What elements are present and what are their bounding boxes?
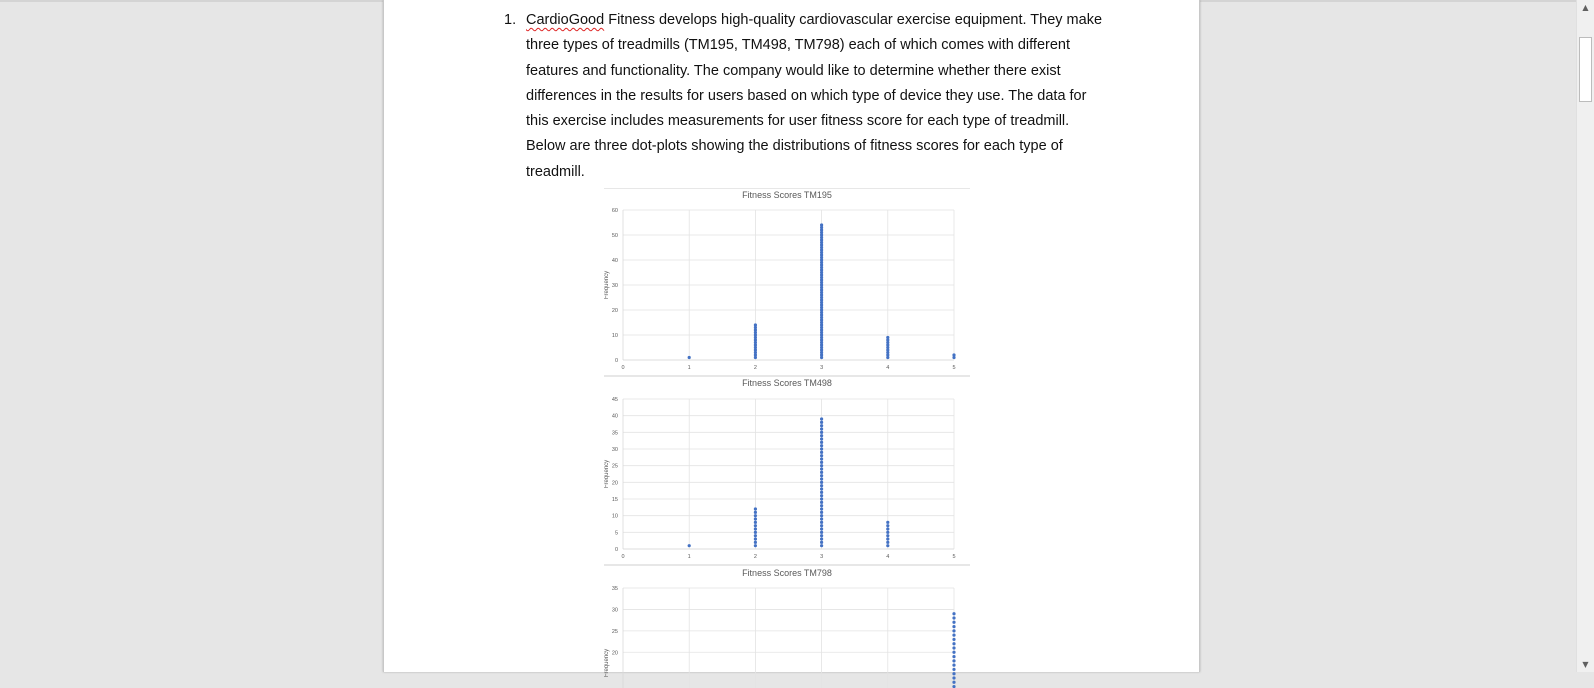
- data-dot: [820, 537, 823, 540]
- data-dot: [820, 457, 823, 460]
- data-dot: [820, 447, 823, 450]
- data-dot: [952, 668, 955, 671]
- dot-plot-2: [604, 376, 970, 560]
- x-tick-label: 1: [687, 365, 691, 371]
- data-dot: [754, 511, 757, 514]
- scroll-up-button[interactable]: [1577, 0, 1594, 15]
- data-dot: [820, 427, 823, 430]
- data-dot: [820, 541, 823, 544]
- x-tick-label: 3: [820, 365, 824, 371]
- data-dot: [820, 223, 823, 226]
- data-dot: [754, 534, 757, 537]
- data-dot: [820, 517, 823, 520]
- scroll-down-icon: ▼: [1582, 660, 1589, 669]
- data-dot: [820, 471, 823, 474]
- x-tick-label: 4: [886, 365, 890, 371]
- dot-plot-canvas: [604, 188, 978, 688]
- data-dot: [886, 527, 889, 530]
- data-dot: [688, 544, 691, 547]
- data-dot: [754, 514, 757, 517]
- x-tick-label: 5: [952, 554, 956, 560]
- data-dot: [820, 507, 823, 510]
- data-dot: [886, 534, 889, 537]
- data-dot: [820, 421, 823, 424]
- data-dot: [952, 638, 955, 641]
- data-dot: [820, 534, 823, 537]
- y-tick-label: 0: [614, 547, 618, 553]
- data-dot: [820, 514, 823, 517]
- data-dot: [952, 681, 955, 684]
- data-dot: [886, 537, 889, 540]
- data-dot: [820, 444, 823, 447]
- data-dot: [754, 537, 757, 540]
- data-dot: [820, 461, 823, 464]
- y-axis-label: Frequency: [604, 270, 610, 300]
- y-tick-label: 0: [614, 358, 618, 364]
- y-tick-label: 10: [611, 333, 618, 339]
- y-tick-label: 30: [611, 283, 618, 289]
- data-dot: [952, 621, 955, 624]
- y-tick-label: 10: [611, 513, 618, 520]
- scroll-thumb[interactable]: [1579, 37, 1592, 102]
- x-tick-label: 0: [621, 554, 625, 560]
- dot-plots: [604, 188, 978, 688]
- data-dot: [820, 491, 823, 494]
- data-dot: [952, 353, 955, 356]
- spellcheck-word[interactable]: CardioGood: [526, 12, 605, 28]
- data-dot: [886, 541, 889, 544]
- data-dot: [754, 521, 757, 524]
- data-dot: [886, 531, 889, 534]
- dot-plot-3: [604, 565, 970, 688]
- data-dot: [754, 524, 757, 527]
- y-axis-label: Frequency: [604, 459, 610, 489]
- dot-plot-1: [604, 188, 970, 371]
- data-dot: [820, 544, 823, 547]
- data-dot: [952, 655, 955, 658]
- data-dot: [820, 481, 823, 484]
- data-dot: [754, 541, 757, 544]
- question-body: Fitness develops high-quality cardiovascular exercise equipment. They make three types of treadmills (TM195, TM498, TM798) each of which comes with different features and functionality. The company would like to determine whether there exist differences in the results for users based on which type of device they use. The data for this exercise includes measurements for user fitness score for each type of treadmill. Below are three dot-plots showing the distributions of fitness scores for each type of treadmill.: [526, 12, 1103, 180]
- y-tick-label: 25: [611, 628, 618, 635]
- x-tick-label: 2: [753, 365, 757, 371]
- y-tick-label: 20: [611, 308, 618, 314]
- data-dot: [754, 527, 757, 530]
- data-dot: [886, 544, 889, 547]
- data-dot: [754, 517, 757, 520]
- question-number: 1.: [504, 12, 517, 28]
- data-dot: [886, 524, 889, 527]
- data-dot: [820, 484, 823, 487]
- y-tick-label: 30: [611, 447, 618, 453]
- x-tick-label: 1: [687, 554, 691, 560]
- data-dot: [820, 531, 823, 534]
- data-dot: [886, 336, 889, 339]
- data-dot: [688, 356, 691, 359]
- data-dot: [754, 544, 757, 547]
- data-dot: [820, 494, 823, 497]
- data-dot: [754, 507, 757, 510]
- data-dot: [820, 504, 823, 507]
- data-dot: [820, 424, 823, 427]
- chart-title: Fitness Scores TM195: [742, 190, 832, 200]
- data-dot: [820, 474, 823, 477]
- y-tick-label: 15: [611, 497, 618, 503]
- data-dot: [820, 451, 823, 454]
- y-axis-label: Frequency: [604, 648, 610, 678]
- data-dot: [952, 659, 955, 662]
- y-tick-label: 20: [611, 480, 618, 487]
- y-tick-label: 25: [611, 463, 618, 470]
- data-dot: [754, 323, 757, 326]
- question-text: [526, 8, 1106, 185]
- scroll-down-button[interactable]: [1577, 657, 1594, 672]
- y-tick-label: 5: [614, 530, 618, 537]
- data-dot: [820, 441, 823, 444]
- y-tick-label: 35: [611, 586, 618, 592]
- data-dot: [952, 672, 955, 675]
- data-dot: [952, 612, 955, 615]
- data-dot: [820, 431, 823, 434]
- data-dot: [886, 521, 889, 524]
- data-dot: [820, 437, 823, 440]
- chart-title: Fitness Scores TM498: [742, 378, 832, 388]
- data-dot: [952, 625, 955, 628]
- data-dot: [952, 642, 955, 645]
- data-dot: [820, 434, 823, 437]
- data-dot: [952, 651, 955, 654]
- scroll-up-icon: ▲: [1582, 3, 1589, 12]
- chart-title: Fitness Scores TM798: [742, 568, 832, 578]
- data-dot: [820, 467, 823, 470]
- y-tick-label: 20: [611, 650, 618, 657]
- y-tick-label: 40: [611, 413, 618, 420]
- x-tick-label: 4: [886, 554, 890, 560]
- data-dot: [952, 646, 955, 649]
- data-dot: [952, 634, 955, 637]
- x-tick-label: 2: [753, 554, 757, 560]
- y-tick-label: 40: [611, 258, 618, 264]
- y-tick-label: 45: [611, 397, 618, 403]
- data-dot: [820, 521, 823, 524]
- data-dot: [754, 531, 757, 534]
- x-tick-label: 0: [621, 365, 625, 371]
- data-dot: [820, 497, 823, 500]
- data-dot: [820, 527, 823, 530]
- data-dot: [820, 477, 823, 480]
- y-tick-label: 60: [611, 208, 618, 214]
- data-dot: [820, 487, 823, 490]
- data-dot: [952, 676, 955, 679]
- vertical-scrollbar[interactable]: [1576, 0, 1594, 672]
- x-tick-label: 5: [952, 365, 956, 371]
- data-dot: [820, 454, 823, 457]
- y-tick-label: 35: [611, 430, 618, 437]
- data-dot: [820, 511, 823, 514]
- x-tick-label: 3: [820, 554, 824, 560]
- data-dot: [820, 501, 823, 504]
- data-dot: [820, 464, 823, 467]
- data-dot: [820, 417, 823, 420]
- data-dot: [952, 629, 955, 632]
- data-dot: [820, 524, 823, 527]
- data-dot: [952, 664, 955, 667]
- y-tick-label: 30: [611, 607, 618, 614]
- data-dot: [952, 616, 955, 619]
- y-tick-label: 50: [611, 233, 618, 239]
